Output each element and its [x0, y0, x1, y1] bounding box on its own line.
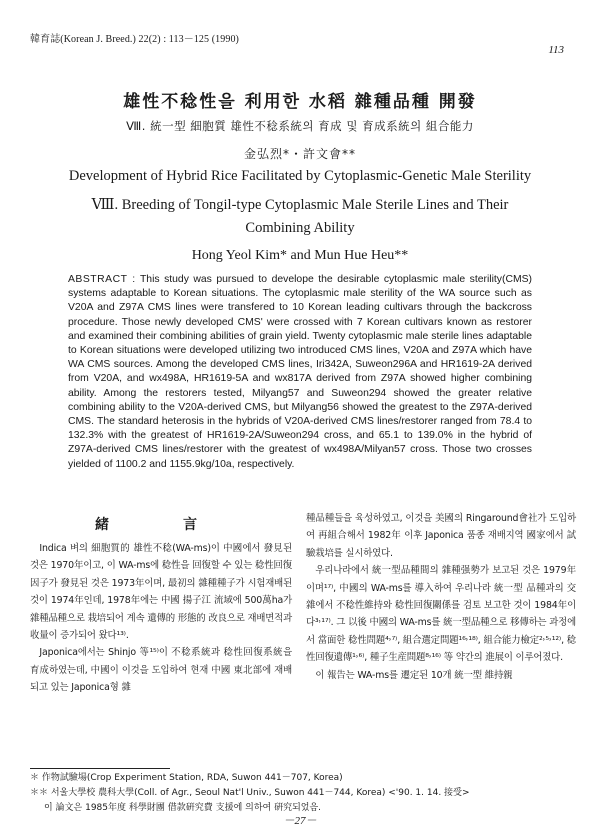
footer-page-number: －27－ — [283, 815, 317, 827]
abstract — [68, 273, 532, 472]
korean-subtitle: Ⅷ. 統一型 細胞質 雄性不稔系統의 育成 및 育成系統의 組合能力 — [126, 119, 474, 133]
section-heading: 緒 言 — [95, 517, 227, 533]
body-right-column — [306, 510, 576, 684]
footnote-funding: 이 論文은 1985年度 科學財團 借款硏究費 支援에 의하여 硏究되었음. — [44, 803, 322, 813]
english-authors: Hong Yeol Kim* and Mun Hue Heu** — [191, 248, 409, 263]
body-paragraph: 種品種들을 육성하였고, 이것을 美國의 Ringaround會社가 도입하여 再組合해서 1982年 이후 Japonica 품종 재배지역 國家에서 試驗栽培를 실시하였다. — [306, 513, 576, 559]
body-paragraph: 우리나라에서 統一型品種間의 雜種强勢가 보고된 것은 1979年이며¹⁷⁾, 中國의 WA-ms를 導入하여 우리나라 統一型 品種과의 交雜에서 不稔性維持와 稔性回復關係를 검토 보고한 것이 1984年이다³˒¹⁷⁾. 그 以後 中國의 WA-ms를 統一型品種으로 移傳하는 과정에서 當面한 稔性問題⁴˒⁷⁾, 組合選定問題¹⁶˒¹⁸⁾, 組合能力檢定²˒⁵˒¹²⁾, 稔性回復遺傳¹˒⁶⁾, 種子生産問題⁸˒¹⁶⁾ 等 약간의 進展이 이루어졌다. — [306, 565, 576, 664]
journal-citation: 韓育誌(Korean J. Breed.) 22(2) : 113－125 (1990) — [30, 34, 239, 45]
body-left-column — [30, 540, 292, 697]
english-title: Development of Hybrid Rice Facilitated by Cytoplasmic-Genetic Male Sterility — [68, 168, 532, 184]
body-paragraph: Indica 벼의 細胞質的 雄性不稔(WA-ms)이 中國에서 發見된 것은 1970年이고, 이 WA-ms에 稔性을 回復할 수 있는 稔性回復因子가 發見된 것은 1973年이며, 最初의 雜種種子가 시험재배된 것이 1974年인데, 1978年에는 中國 揚子江 流域에 500萬ha가 雜種品種으로 栽培되어 계속 遺傳的 形態的 改良으로 재배면적과 收量이 증가되어 왔다¹³⁾. — [30, 543, 292, 642]
abstract-text: This study was pursued to develope the desirable cytoplasmic male sterility(CMS) systems adaptable to Korean situations. The cytoplasmic male sterility of the WA source such as V20A and Z97A CMS lines were transfered to 10 Korean leading cultivars through the backcross procedure. Those newly developed CMS' were crossed with 7 Korean cultivars known as restorer and examined their combining abilities of grain yield. Twenty cytoplasmic male sterile lines adaptable to Korean situations were developed utilizing two introduced CMS lines, V20A and Z97A which have WA CMS sources. Among the developed CMS lines, Iri342A, Suweon296A and HR1619-2A derived from V20A, and wx498A, HR1619-5A and wx817A derived from Z97A showed higher combining ability. Among the restorers tested, Milyang57 and Suweon294 showed the greater relative combining ability to the V20A-derived CMS, but Milyang56 showed the greatest to the Z97A-derived CMS. The standard heterosis in the hybrids of V20A-derived CMS lines/restorer ranged from 78.4 to 132.3% with the greatest of HR1619-2A/Suweon294 cross, and 65.1 to 139.0% in the hybrid of Z97A-derived CMS lines/restorer with the greatest of wx498A/Milyan57 cross. Those two crosses yielded of 1100.2 and 1155.9kg/10a, respectively. — [68, 274, 532, 470]
korean-title: 雄性不稔性을 利用한 水稻 雜種品種 開發 — [123, 92, 477, 112]
body-paragraph: 이 報告는 WA-ms를 遷定된 10개 統一型 維持親 — [315, 669, 513, 681]
footnote-affiliation-1: ＊ 作物試驗場(Crop Experiment Station, RDA, Suwon 441－707, Korea) — [30, 773, 343, 783]
footnotes — [30, 771, 590, 816]
abstract-label: ABSTRACT : — [68, 274, 136, 285]
page-number: 113 — [548, 44, 564, 56]
footnote-affiliation-2: ＊＊ 서울大學校 農科大學(Coll. of Agr., Seoul Nat'l Univ., Suwon 441－744, Korea) <'90. 1. 14. 接受> — [30, 788, 470, 798]
english-subtitle: Ⅷ. Breeding of Tongil-type Cytoplasmic Male Sterile Lines and Their Combining Ability — [91, 197, 509, 236]
korean-authors: 金弘烈*・許文會** — [243, 147, 356, 161]
body-paragraph: Japonica에서는 Shinjo 等¹⁵⁾이 不稔系統과 稔性回復系統을 育成하였는데, 中國이 이것을 도입하여 현재 中國 東北部에 재배되고 있는 Japonica형 雜 — [30, 647, 292, 694]
footnote-rule — [30, 768, 170, 769]
